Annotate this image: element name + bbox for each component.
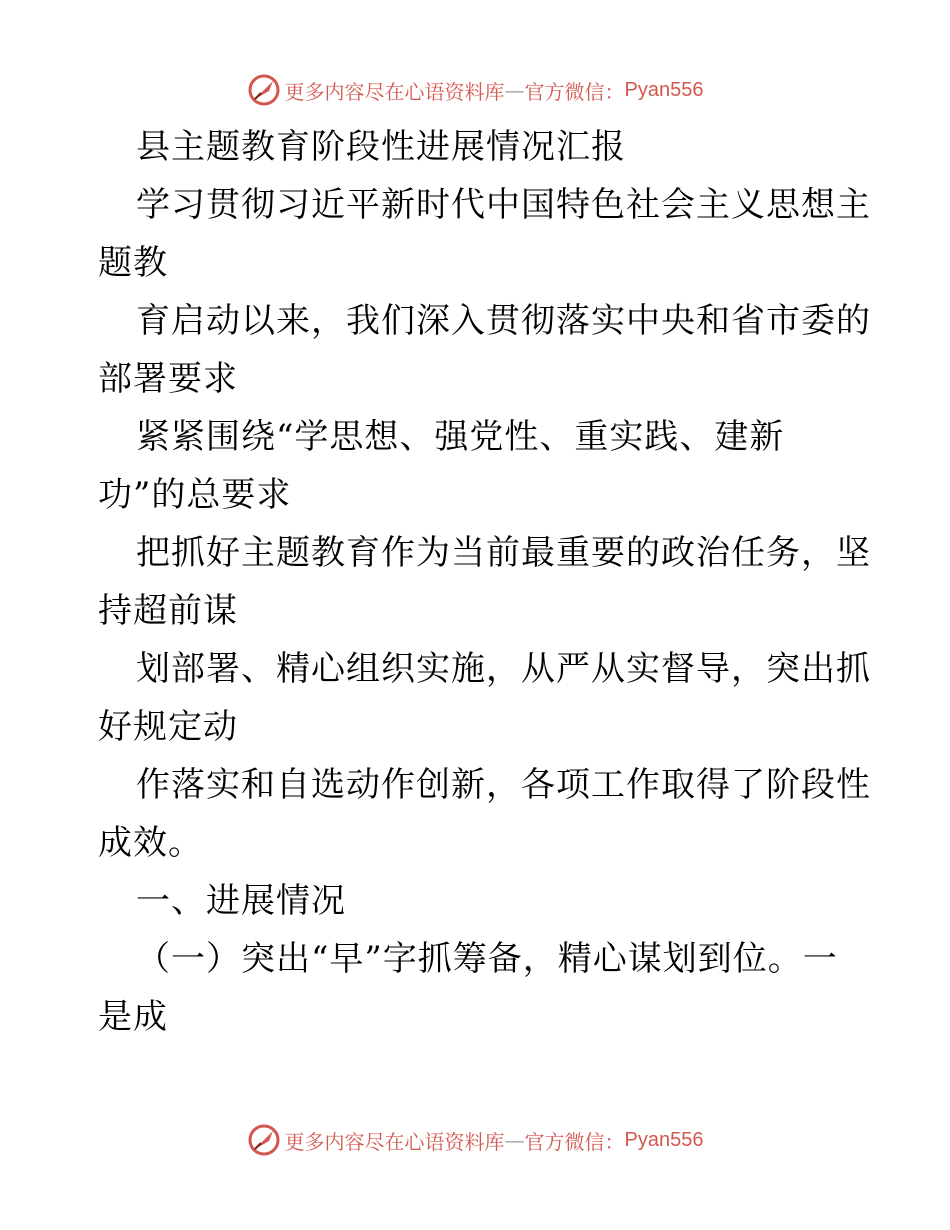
quill-logo-icon: [247, 1123, 281, 1157]
watermark-wechat-id: Pyan556: [624, 78, 704, 101]
quill-logo-icon: [247, 73, 281, 107]
watermark-wechat-id: Pyan556: [624, 1128, 704, 1151]
watermark-separator: —: [504, 78, 525, 102]
text-line: 功”的总要求: [98, 475, 292, 515]
text-line: 好规定动: [98, 707, 238, 747]
document-body: [98, 118, 871, 1046]
text-line: 把抓好主题教育作为当前最重要的政治任务，坚: [136, 533, 871, 573]
watermark-main-text: 更多内容尽在心语资料库: [284, 79, 505, 104]
watermark-suffix-text: 官方微信：: [524, 1129, 625, 1154]
text-line: 是成: [98, 997, 168, 1037]
subsection-heading: （一）突出“早”字抓筹备，精心谋划到位。一: [136, 939, 838, 979]
text-line: 成效。: [98, 823, 203, 863]
text-line: 部署要求: [98, 359, 238, 399]
text-line: 育启动以来，我们深入贯彻落实中央和省市委的: [136, 301, 871, 341]
document-title: 县主题教育阶段性进展情况汇报: [136, 127, 626, 167]
section-heading: 一、进展情况: [136, 881, 346, 921]
text-line: 紧紧围绕“学思想、强党性、重实践、建新: [136, 417, 785, 457]
header-watermark: [0, 70, 950, 110]
watermark-main-text: 更多内容尽在心语资料库: [284, 1129, 505, 1154]
text-line: 作落实和自选动作创新，各项工作取得了阶段性: [136, 765, 871, 805]
footer-watermark: [0, 1120, 950, 1160]
text-line: 题教: [98, 243, 168, 283]
text-line: 持超前谋: [98, 591, 238, 631]
text-line: 学习贯彻习近平新时代中国特色社会主义思想主: [136, 185, 871, 225]
text-line: 划部署、精心组织实施，从严从实督导，突出抓: [136, 649, 871, 689]
watermark-suffix-text: 官方微信：: [524, 79, 625, 104]
watermark-separator: —: [504, 1128, 525, 1152]
